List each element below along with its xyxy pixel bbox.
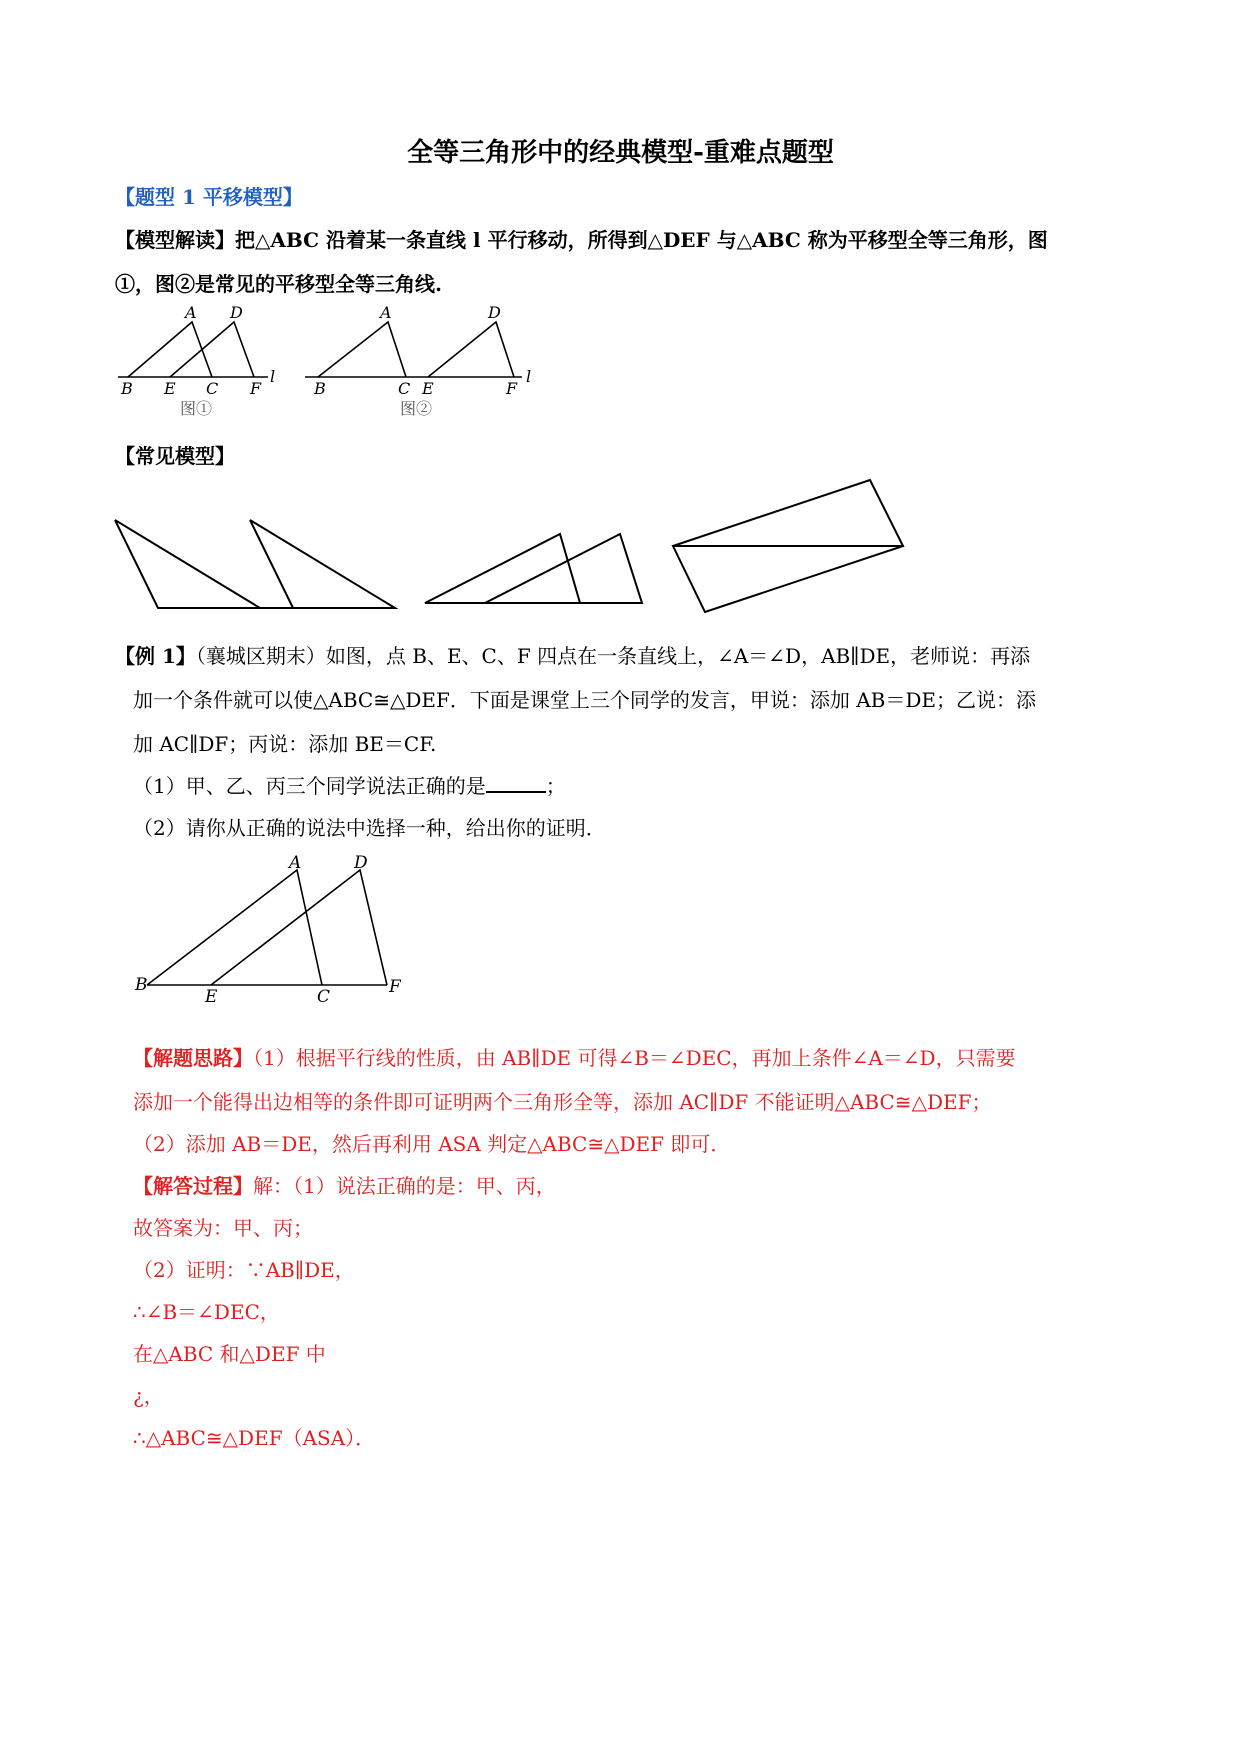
solution-line2: 故答案为：甲、丙； — [133, 1216, 313, 1240]
example1-question2: （2）请你从正确的说法中选择一种，给出你的证明． — [133, 816, 606, 840]
question1-text: （1）甲、乙、丙三个同学说法正确的是 — [133, 774, 486, 798]
fig2-triangle-abc — [318, 322, 406, 377]
fig1-caption: 图① — [180, 399, 213, 418]
cm-triangle-3 — [425, 534, 580, 603]
fig1-label-c: C — [206, 379, 219, 398]
analysis-line1 — [133, 1044, 1016, 1072]
example1-question1 — [133, 772, 566, 800]
solution-line1 — [133, 1172, 556, 1200]
fig2-label-f: F — [506, 379, 518, 398]
cm-triangle-1 — [115, 520, 260, 608]
fig2-caption: 图② — [400, 399, 433, 418]
fig3-label-b: B — [135, 975, 148, 995]
fig3-triangle-def — [211, 870, 387, 985]
fig2-label-b: B — [314, 379, 326, 398]
cm-triangle-5 — [673, 546, 903, 612]
analysis-line2: 添加一个能得出边相等的条件即可证明两个三角形全等，添加 AC∥DF 不能证明△ABC≅△DEF； — [133, 1090, 992, 1114]
fig3-label-d: D — [354, 853, 368, 873]
cm-triangle-6 — [673, 480, 903, 546]
solution-label: 【解答过程】 — [133, 1174, 253, 1198]
model-reading-line2: ①，图②是常见的平移型全等三角线. — [115, 272, 442, 296]
figure-1 — [110, 300, 290, 425]
common-models-label: 【常见模型】 — [115, 444, 235, 468]
solution-line7: ∴△ABC≅△DEF（ASA）． — [133, 1426, 376, 1450]
solution-line3: （2）证明：∵AB∥DE， — [133, 1258, 355, 1282]
fig1-label-e: E — [164, 379, 176, 398]
analysis-label: 【解题思路】 — [133, 1046, 253, 1070]
fig1-label-f: F — [250, 379, 262, 398]
fig1-label-d: D — [230, 303, 243, 322]
section-heading: 【题型 1 平移模型】 — [115, 185, 303, 209]
fig2-label-c: C — [398, 379, 411, 398]
question1-suffix: ； — [545, 774, 566, 798]
fig1-triangle-abc — [128, 322, 212, 377]
fig1-label-l: l — [270, 367, 276, 386]
cm-triangle-2 — [250, 520, 395, 608]
example1-label: 【例 1】 — [115, 644, 196, 668]
analysis-line3: （2）添加 AB＝DE，然后再利用 ASA 判定△ABC≅△DEF 即可． — [133, 1132, 731, 1156]
fig1-label-b: B — [121, 379, 133, 398]
solution-text1: 解：（1）说法正确的是：甲、丙， — [253, 1174, 556, 1198]
model-reading-line1 — [115, 226, 1048, 254]
fig2-label-d: D — [488, 303, 501, 322]
page-title: 全等三角形中的经典模型-重难点题型 — [407, 138, 834, 168]
figure-2 — [300, 300, 550, 425]
fig2-label-l: l — [526, 367, 532, 386]
answer-blank — [486, 773, 546, 793]
example1-text1: （襄城区期末）如图，点 B、E、C、F 四点在一条直线上，∠A＝∠D，AB∥DE，老师说：再添 — [195, 644, 1031, 668]
model-reading-label: 【模型解读】 — [115, 228, 235, 252]
example1-line1 — [115, 642, 1030, 670]
fig3-label-e: E — [205, 987, 218, 1007]
common-models-figure — [110, 470, 1020, 620]
fig1-label-a: A — [185, 303, 197, 322]
solution-line6: ¿， — [133, 1384, 164, 1408]
fig3-label-f: F — [389, 977, 401, 997]
example1-line3: 加 AC∥DF；丙说：添加 BE＝CF. — [133, 732, 437, 756]
example1-line2: 加一个条件就可以使△ABC≅△DEF．下面是课堂上三个同学的发言，甲说：添加 AB＝DE；乙说：添 — [133, 688, 1036, 712]
model-reading-text1: 把△ABC 沿着某一条直线 l 平行移动，所得到△DEF 与△ABC 称为平移型全等三角形，图 — [235, 228, 1048, 252]
figure-3 — [125, 850, 415, 1010]
fig2-label-a: A — [380, 303, 392, 322]
fig2-label-e: E — [422, 379, 434, 398]
solution-line5: 在△ABC 和△DEF 中 — [133, 1342, 326, 1366]
fig2-triangle-def — [428, 322, 514, 377]
fig3-label-a: A — [289, 853, 302, 873]
analysis-text1: （1）根据平行线的性质，由 AB∥DE 可得∠B＝∠DEC，再加上条件∠A＝∠D，只需要 — [253, 1046, 1016, 1070]
solution-line4: ∴∠B＝∠DEC， — [133, 1300, 280, 1324]
fig3-label-c: C — [317, 987, 331, 1007]
